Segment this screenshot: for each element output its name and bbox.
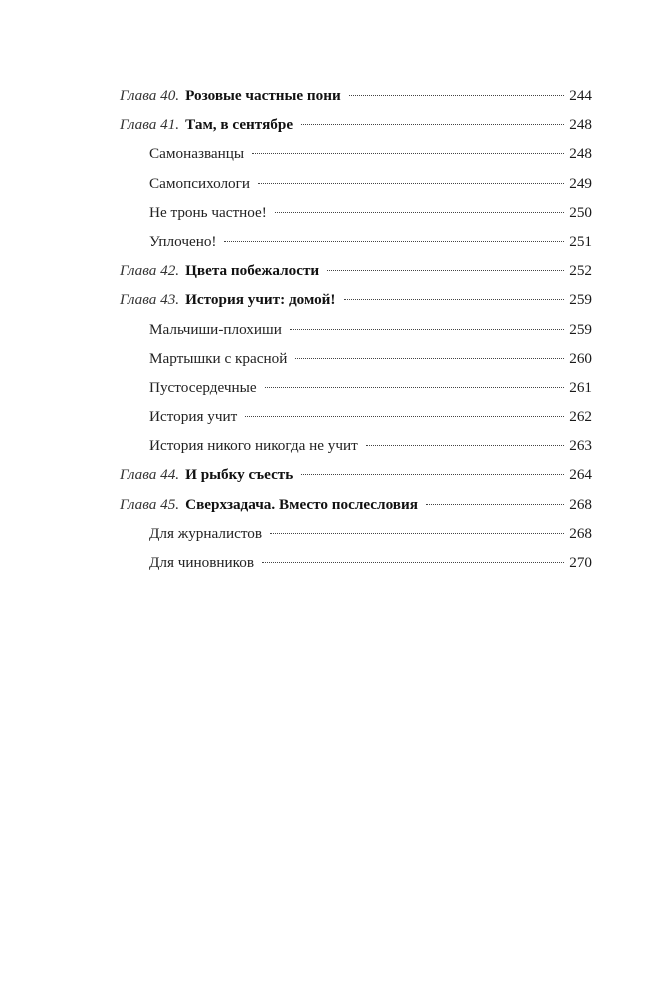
chapter-label: Глава 44. [120,466,180,484]
page-number: 261 [569,378,592,396]
toc-section-row [120,407,592,436]
dot-leader [258,183,564,184]
chapter-label: Глава 40. [120,87,180,104]
page-number: 249 [569,174,592,192]
page-number: 244 [569,87,592,104]
page-number: 259 [569,320,592,338]
page-number: 268 [569,524,592,542]
page-number: 248 [569,116,592,134]
toc-section-row [120,436,592,465]
page-number: 270 [569,554,592,571]
chapter-label: Глава 45. [120,495,180,513]
chapter-title: История учит: домой! [185,291,336,309]
section-title: Самоназванцы [149,145,245,163]
chapter-title: Розовые частные пони [185,87,341,104]
toc-chapter-row [120,495,592,524]
page-number: 268 [569,495,592,513]
dot-leader [275,212,564,213]
chapter-label: Глава 43. [120,291,180,309]
chapter-title: Сверхзадача. Вместо послесловия [185,495,418,513]
dot-leader [301,474,564,475]
page-number: 263 [569,437,592,455]
section-title: История никого никогда не учит [149,437,358,455]
chapter-label: Глава 42. [120,262,180,280]
page-number: 262 [569,408,592,426]
section-title: Самопсихологи [149,174,251,192]
toc-section-row [120,524,592,553]
dot-leader [301,124,564,125]
section-title: Пустосердечные [149,378,257,396]
page-number: 259 [569,291,592,309]
dot-leader [327,270,564,271]
dot-leader [344,299,565,300]
section-title: Для чиновников [149,554,255,571]
toc-section-row [120,144,592,173]
dot-leader [252,153,564,154]
dot-leader [295,358,564,359]
chapter-title: Там, в сентябре [185,116,294,134]
dot-leader [270,533,564,534]
section-title: Мальчиши-плохиши [149,320,282,338]
toc-section-row [120,553,592,582]
section-title: История учит [149,408,238,426]
dot-leader [366,445,564,446]
dot-leader [290,329,564,330]
toc-section-row [120,378,592,407]
toc-chapter-row [120,261,592,290]
section-title: Не тронь частное! [149,203,267,221]
toc-section-row [120,320,592,349]
dot-leader [265,387,564,388]
toc-section-row [120,349,592,378]
chapter-title: И рыбку съесть [185,466,294,484]
table-of-contents [120,86,592,582]
toc-chapter-row [120,86,592,115]
toc-chapter-row [120,465,592,494]
chapter-title: Цвета побежалости [185,262,320,280]
page-number: 248 [569,145,592,163]
dot-leader [426,504,564,505]
section-title: Для журналистов [149,524,263,542]
toc-chapter-row [120,115,592,144]
dot-leader [262,562,564,563]
page-number: 250 [569,203,592,221]
page-number: 251 [569,232,592,250]
section-title: Уплочено! [149,232,217,250]
page-number: 252 [569,262,592,280]
dot-leader [224,241,564,242]
toc-chapter-row [120,290,592,319]
page-number: 264 [569,466,592,484]
toc-section-row [120,232,592,261]
chapter-label: Глава 41. [120,116,180,134]
toc-section-row [120,203,592,232]
section-title: Мартышки с красной [149,349,288,367]
dot-leader [349,95,564,96]
dot-leader [245,416,564,417]
toc-section-row [120,174,592,203]
page-number: 260 [569,349,592,367]
